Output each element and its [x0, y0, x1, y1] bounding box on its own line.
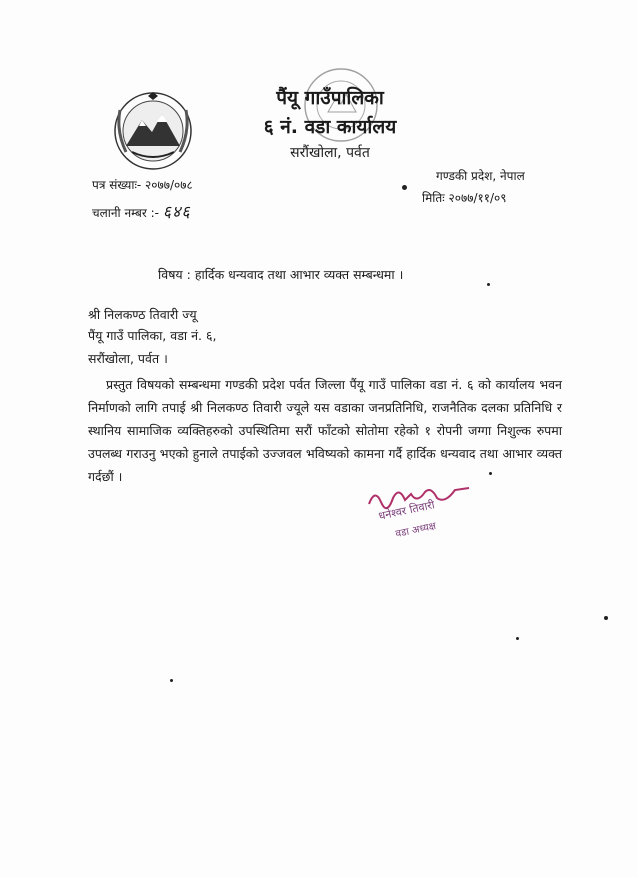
reference-number: पत्र संख्याः- २०७७/०७८ [92, 178, 193, 192]
date-row [422, 189, 507, 206]
org-name: पैंयू गाउँपालिका [276, 87, 384, 109]
nepal-emblem-icon [112, 90, 194, 172]
recipient-name: श्री निलकण्ठ तिवारी ज्यू [88, 307, 197, 322]
subject-line: विषय : हार्दिक धन्यवाद तथा आभार व्यक्त सम्बन्धमा । [158, 267, 404, 282]
province-label: गण्डकी प्रदेश, नेपाल [436, 169, 525, 183]
scan-speck [516, 637, 519, 640]
dispatch-number-row [92, 200, 191, 222]
office-name: ६ नं. वडा कार्यालय [263, 116, 397, 138]
date-value: २०७७/११/०९ [448, 191, 507, 205]
dispatch-label: चलानी नम्बर :- [92, 206, 159, 220]
scan-speck [489, 472, 492, 475]
office-location: सरौंखोला, पर्वत [290, 145, 370, 161]
scan-speck [170, 679, 173, 682]
signatory-name: धनेश्वर तिवारी [377, 498, 436, 523]
scan-speck [402, 185, 407, 190]
recipient-address-line: सरौंखोला, पर्वत । [88, 351, 168, 366]
recipient-address-line: पैंयू गाउँ पालिका, वडा नं. ६, [88, 328, 217, 343]
scan-speck [604, 616, 608, 620]
scan-speck [487, 283, 490, 286]
dispatch-number: ६४६ [162, 202, 191, 221]
signatory-title: वडा अध्यक्ष [394, 520, 438, 541]
letter-body: प्रस्तुत विषयको सम्बन्धमा गण्डकी प्रदेश पर्वत जिल्ला पैंयू गाउँ पालिका वडा नं. ६ को कार्यालय भवन निर्माणको लागि तपाई श्री निलकण्ठ तिवारी ज्यूले यस वडाका जनप्रतिनिधि, राजनैतिक दलका प्रतिनिधि र स्थानिय सामाजिक व्यक्तिहरुको उपस्थितिमा सरौं फाँटको सोतोमा रहेको १ रोपनी जग्गा निशुल्क रुपमा उपलब्ध गराउनु भएको हुनाले तपाईको उज्जवल भविष्यको कामना गर्दै हार्दिक धन्यवाद तथा आभार व्यक्त गर्दछौं । [88, 377, 562, 484]
date-label: मितिः [422, 191, 445, 205]
